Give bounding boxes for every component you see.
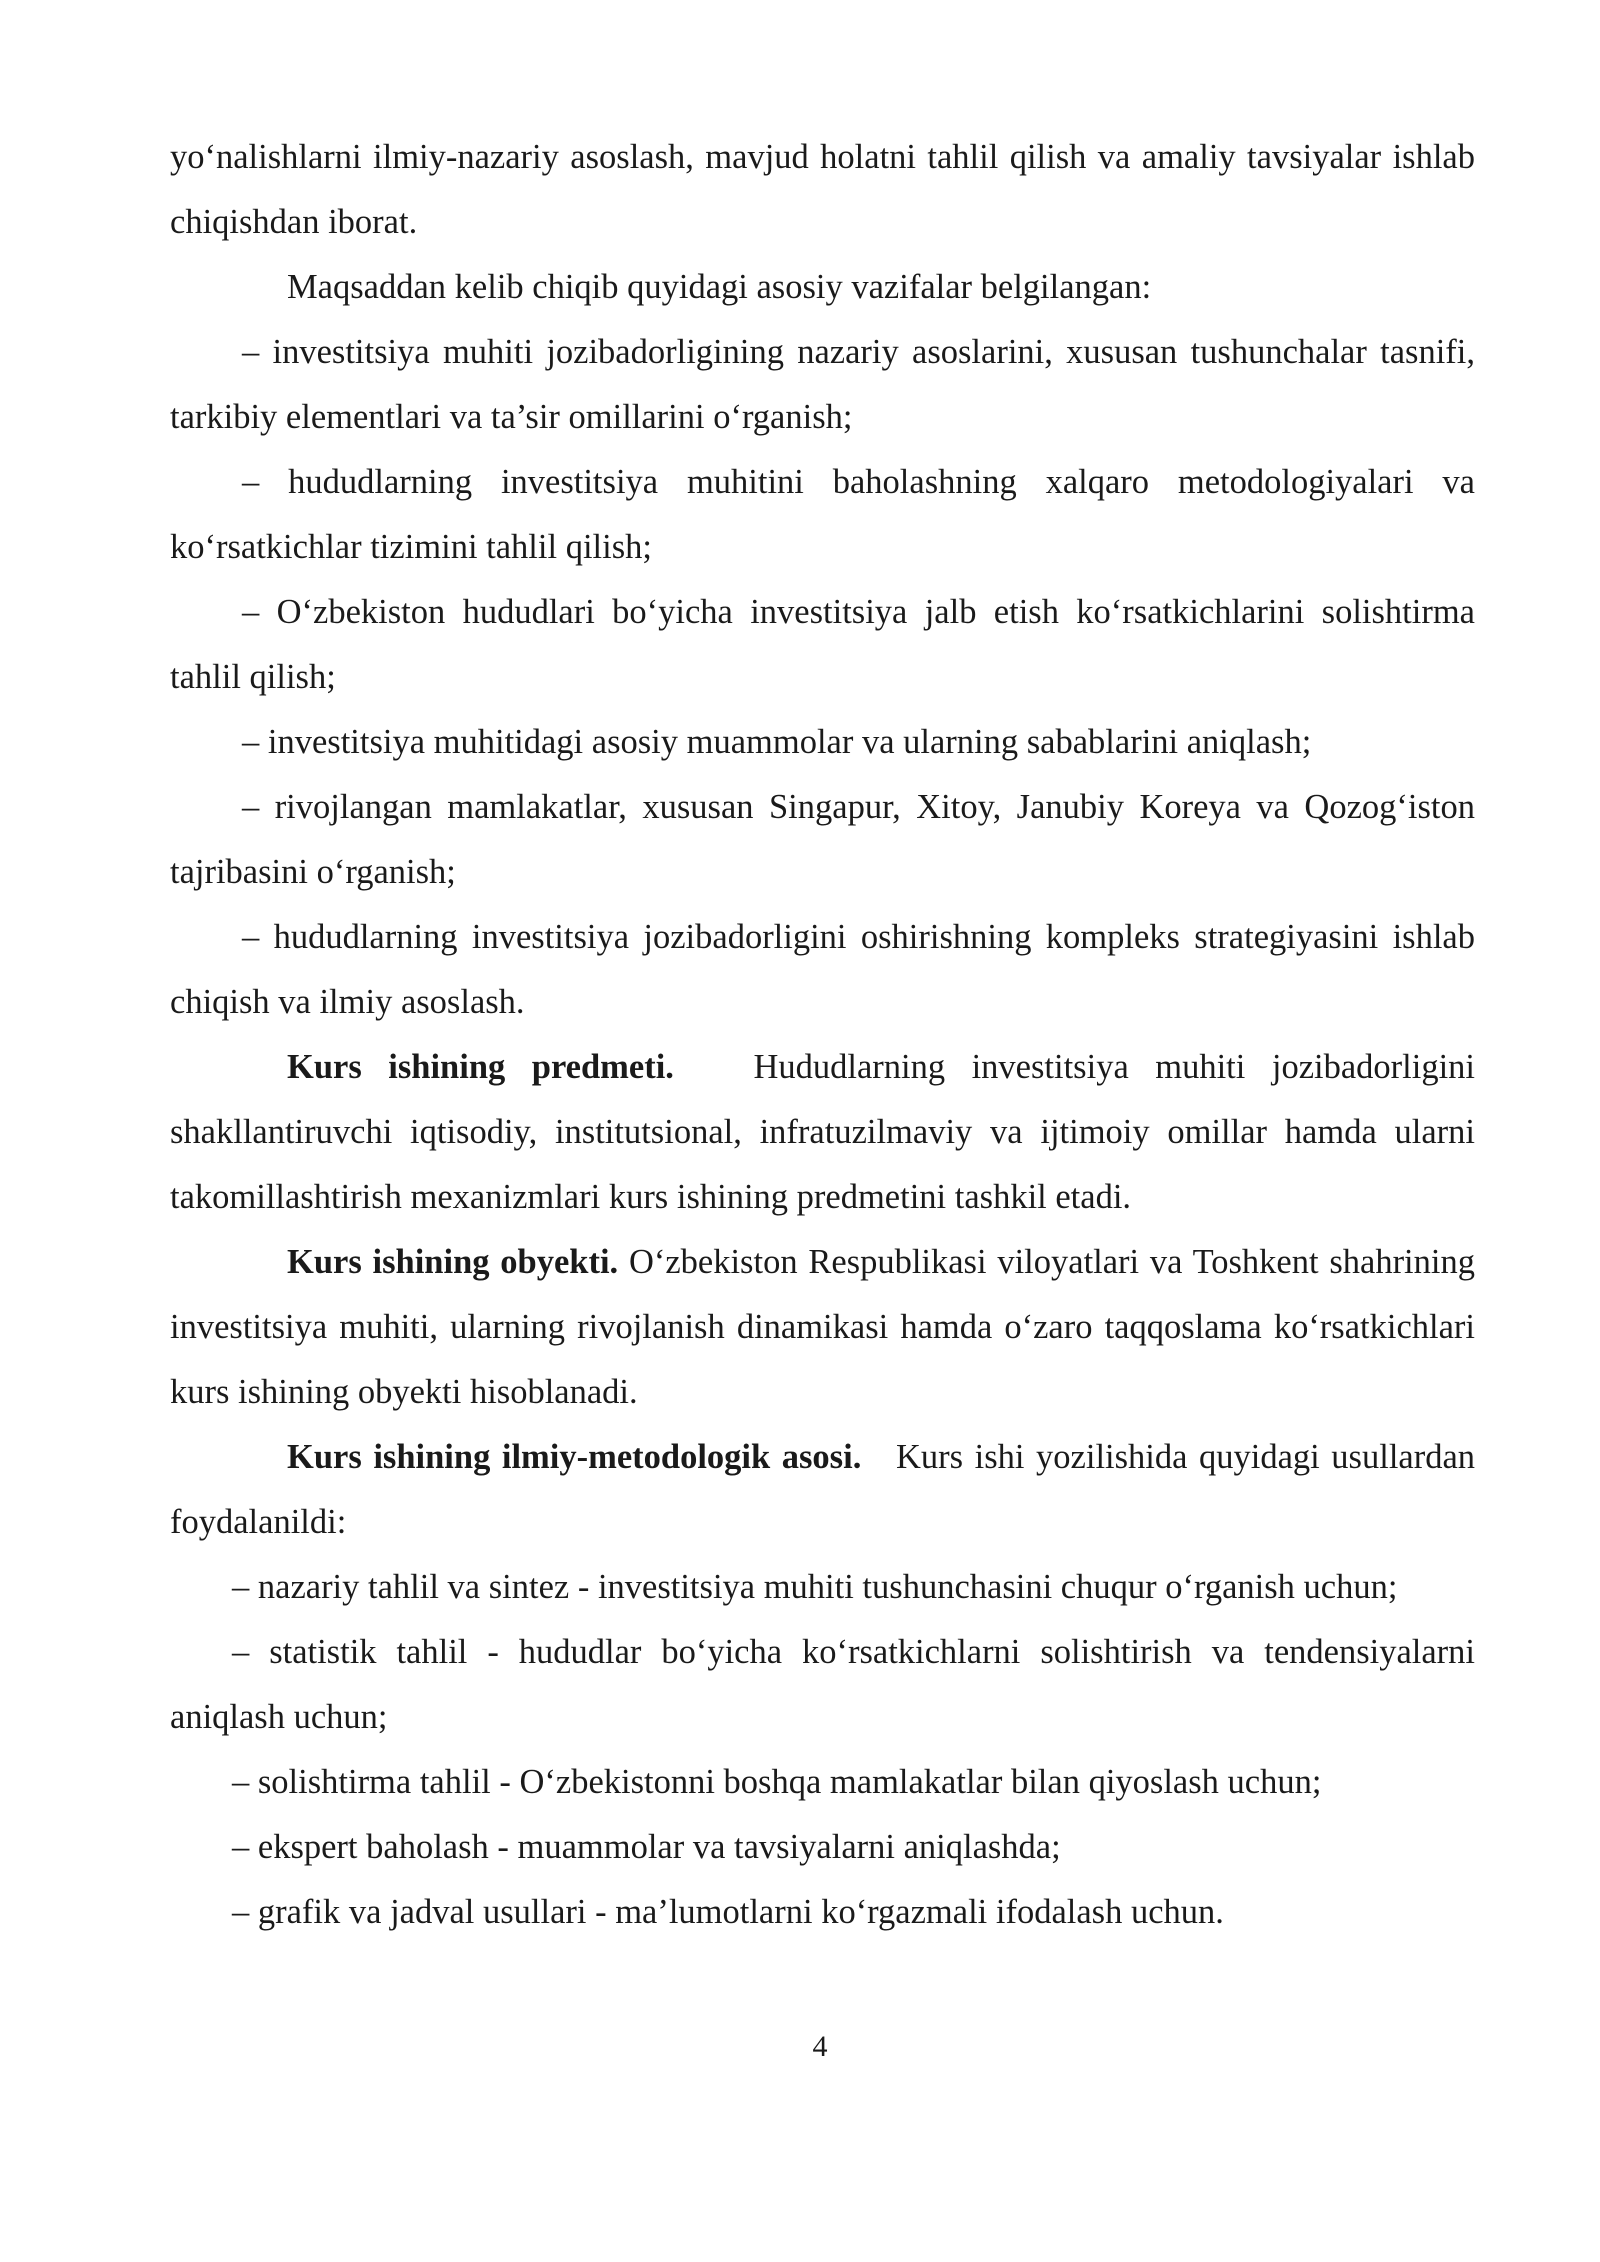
method-item: – solishtirma tahlil - O‘zbekistonni boshqa mamlakatlar bilan qiyoslash uchun; (232, 1763, 1322, 1801)
method-text: Kurs ishi yozilishida quyidagi usullardan foydalanildi: (170, 1438, 1476, 1541)
subject-title: Kurs ishining predmeti. (287, 1048, 674, 1086)
task-item: – investitsiya muhiti jozibadorligining nazariy asoslarini, xususan tushunchalar tasnifi, tarkibiy elementlari va ta’sir omillarini o‘rganish; (170, 333, 1475, 436)
page-number: 4 (812, 2030, 828, 2063)
method-item: – ekspert baholash - muammolar va tavsiyalarni aniqlashda; (232, 1828, 1061, 1866)
tasks-intro: Maqsaddan kelib chiqib quyidagi asosiy vazifalar belgilangan: (287, 268, 1152, 306)
task-item: – rivojlangan mamlakatlar, xususan Singapur, Xitoy, Janubiy Koreya va Qozog‘iston tajribasini o‘rganish; (170, 788, 1475, 891)
intro-paragraph: yo‘nalishlarni ilmiy-nazariy asoslash, mavjud holatni tahlil qilish va amaliy tavsiyalar ishlab chiqishdan iborat. (170, 138, 1475, 241)
object-paragraph (170, 1230, 1475, 1425)
object-title: Kurs ishining obyekti. (287, 1243, 619, 1281)
method-paragraph (170, 1425, 1475, 1555)
method-item: – statistik tahlil - hududlar bo‘yicha ko‘rsatkichlarni solishtirish va tendensiyalarni aniqlash uchun; (170, 1633, 1475, 1736)
task-item: – investitsiya muhitidagi asosiy muammolar va ularning sabablarini aniqlash; (242, 723, 1312, 761)
method-item: – grafik va jadval usullari - ma’lumotlarni ko‘rgazmali ifodalash uchun. (232, 1893, 1224, 1931)
document-body (170, 125, 1475, 1945)
task-item: – hududlarning investitsiya muhitini baholashning xalqaro metodologiyalari va ko‘rsatkichlar tizimini tahlil qilish; (170, 463, 1475, 566)
subject-paragraph (170, 1035, 1475, 1230)
method-item: – nazariy tahlil va sintez - investitsiya muhiti tushunchasini chuqur o‘rganish uchun; (232, 1568, 1398, 1606)
method-title: Kurs ishining ilmiy-metodologik asosi. (287, 1438, 862, 1476)
task-item: – hududlarning investitsiya jozibadorligini oshirishning kompleks strategiyasini ishlab chiqish va ilmiy asoslash. (170, 918, 1475, 1021)
task-item: – O‘zbekiston hududlari bo‘yicha investitsiya jalb etish ko‘rsatkichlarini solishtirma tahlil qilish; (170, 593, 1475, 696)
object-text: O‘zbekiston Respublikasi viloyatlari va Toshkent shahrining investitsiya muhiti, ularning rivojlanish dinamikasi hamda o‘zaro taqqoslama ko‘rsatkichlari kurs ishining obyekti hisoblanadi. (170, 1243, 1475, 1411)
subject-text: Hududlarning investitsiya muhiti jozibadorligini shakllantiruvchi iqtisodiy, institutsional, infratuzilmaviy va ijtimoiy omillar hamda ularni takomillashtirish mexanizmlari kurs ishining predmetini tashkil etadi. (170, 1048, 1475, 1216)
